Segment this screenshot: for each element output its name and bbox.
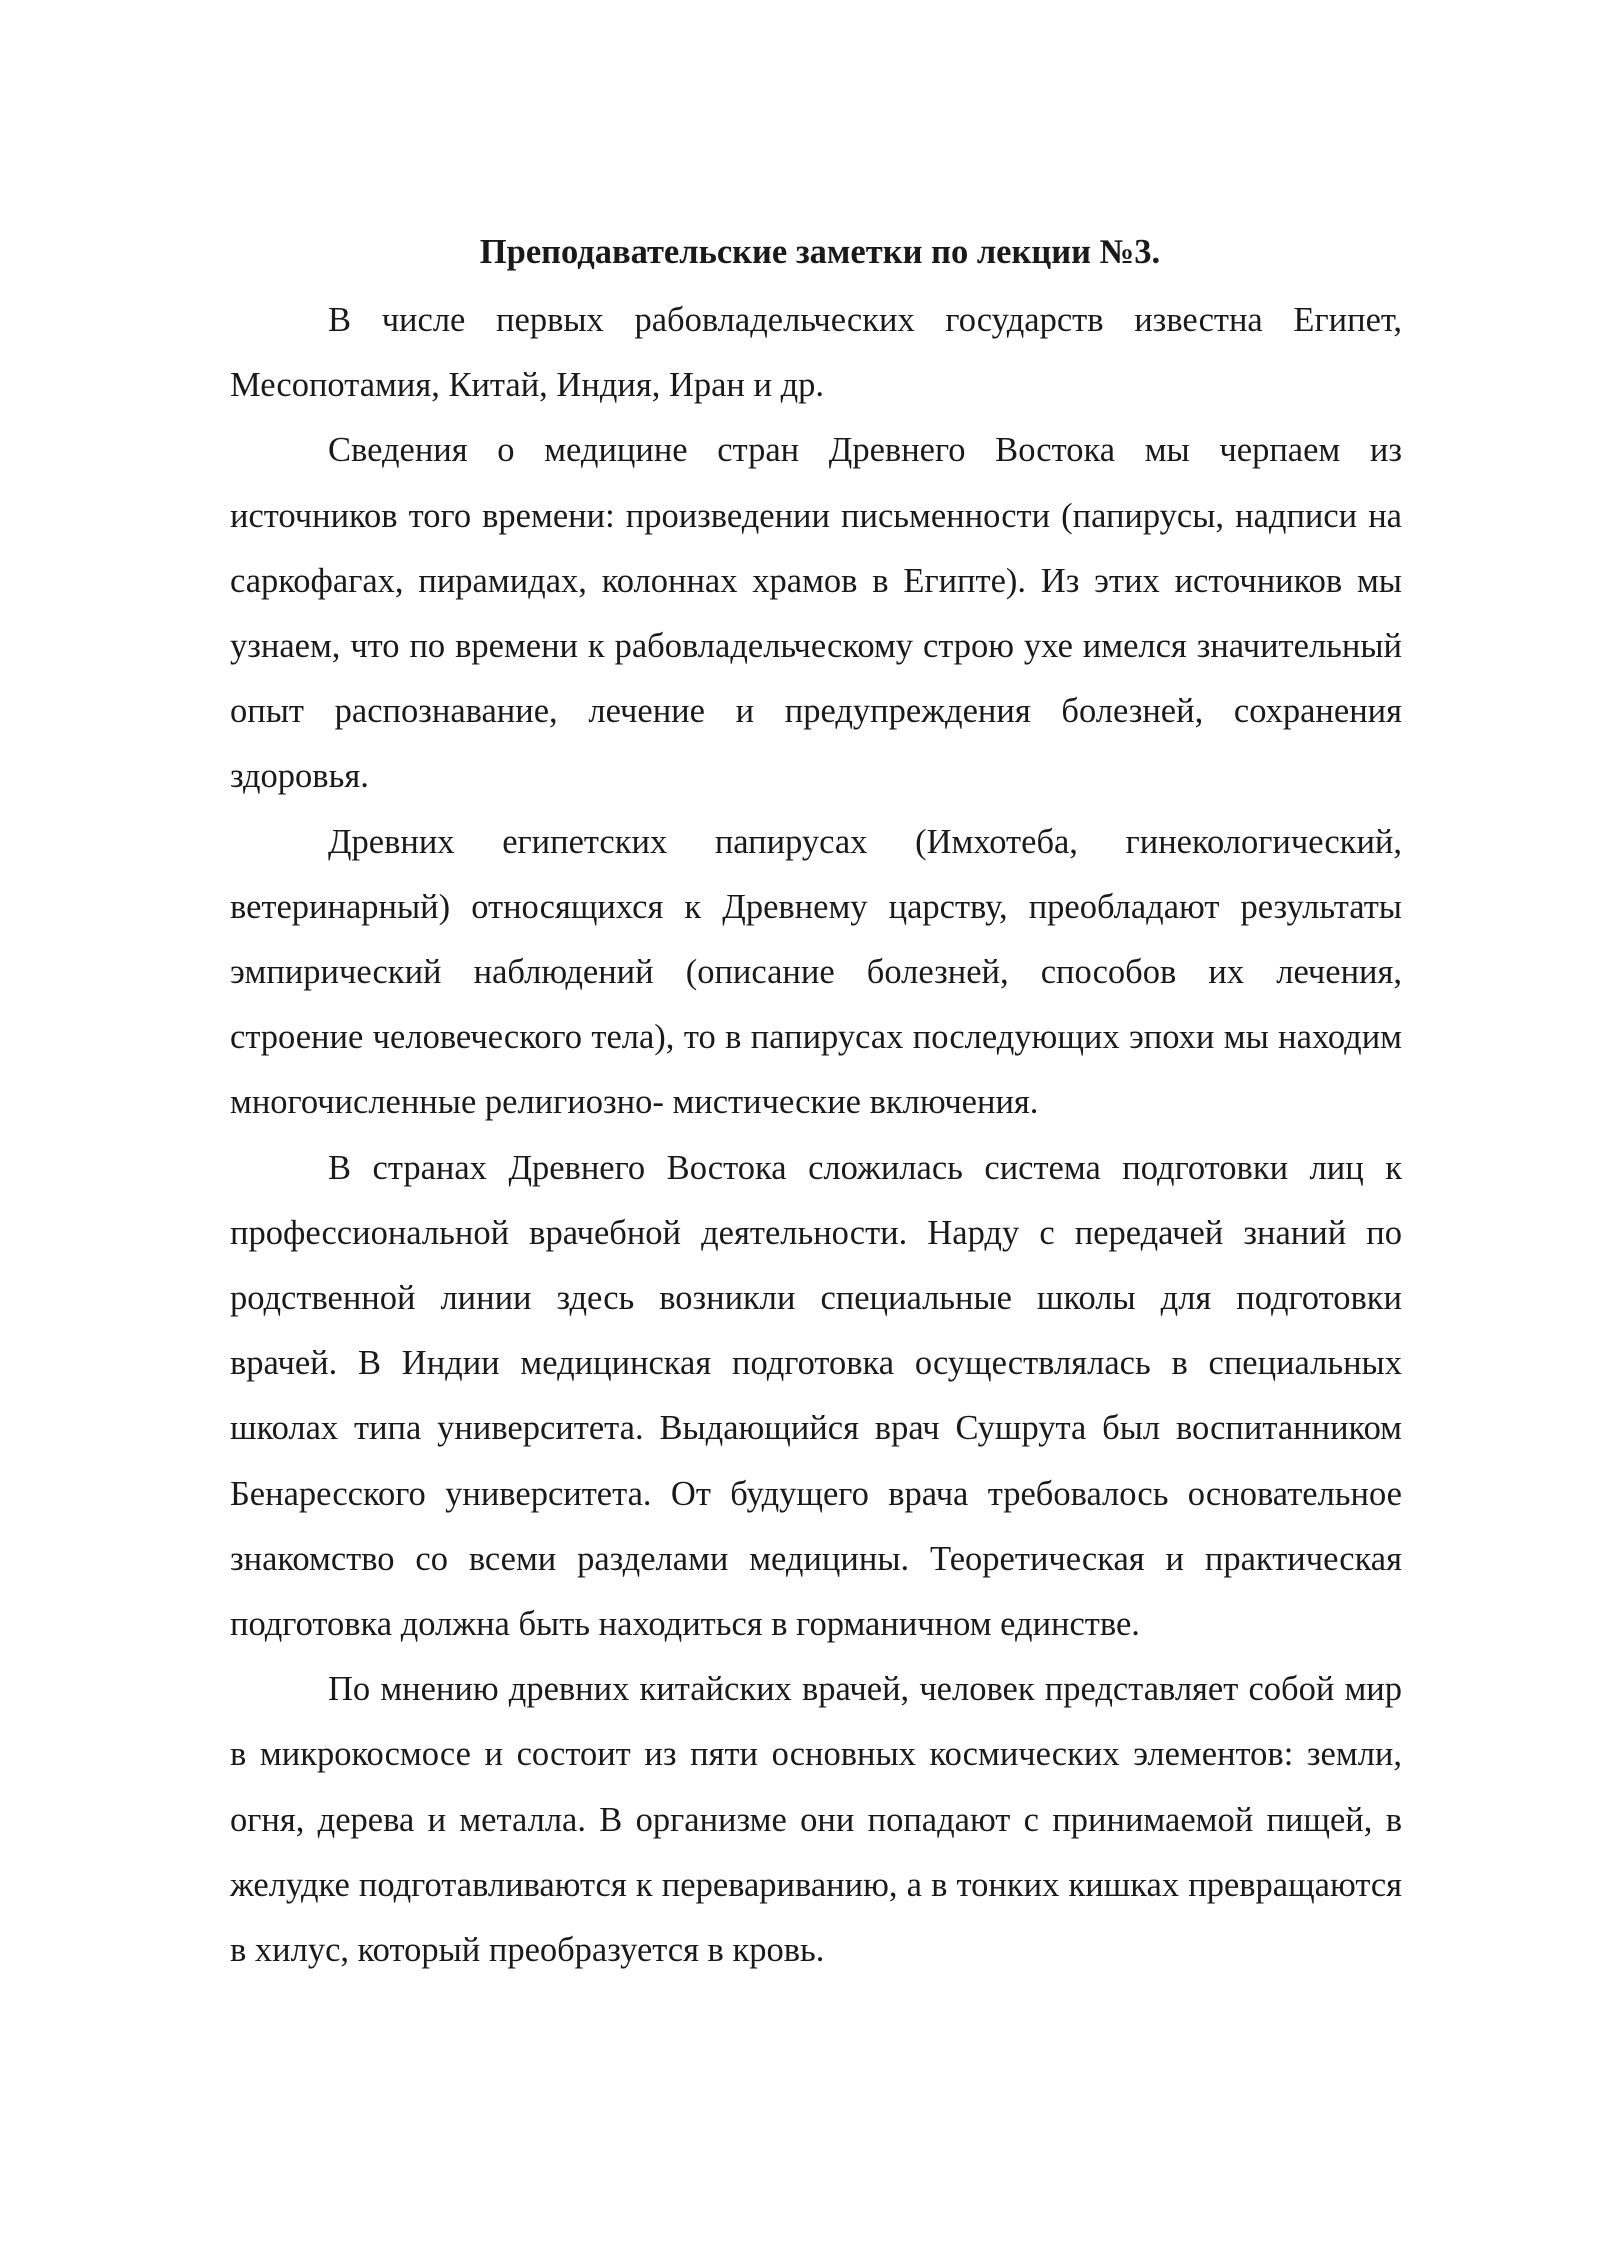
paragraph-sources: Сведения о медицине стран Древнего Востока мы черпаем из источников того времени: произведении письменности (папирусы, надписи на саркофагах, пирамидах, колоннах храмов в Египте). Из этих источников мы узнаем, что по времени к рабовладельческому строю ухе имелся значительный опыт распознавание, лечение и предупреждения болезней, сохранения здоровья.	[230, 431, 1402, 796]
document-body	[230, 228, 1402, 1983]
document-title: Преподавательские заметки по лекции №3.	[479, 233, 1161, 271]
paragraph-states: В числе первых рабовладельческих государств известна Египет, Месопотамия, Китай, Индия, Иран и др.	[230, 301, 1402, 405]
paragraph-papyri: Древних египетских папирусах (Имхотеба, гинекологический, ветеринарный) относящихся к Древнему царству, преобладают результаты эмпирический наблюдений (описание болезней, способов их лечения, строение человеческого тела), то в папирусах последующих эпохи мы находим многочисленные религиозно- мистические включения.	[230, 822, 1402, 1122]
paragraph-training: В странах Древнего Востока сложилась система подготовки лиц к профессиональной врачебной деятельности. Нарду с передачей знаний по родственной линии здесь возникли специальные школы для подготовки врачей. В Индии медицинская подготовка осуществлялась в специальных школах типа университета. Выдающийся врач Сушрута был воспитанником Бенаресского университета. От будущего врача требовалось основательное знакомство со всеми разделами медицины. Теоретическая и практическая подготовка должна быть находиться в горманичном единстве.	[230, 1148, 1402, 1644]
paragraph-chinese-medicine: По мнению древних китайских врачей, человек представляет собой мир в микрокосмосе и состоит из пяти основных космических элементов: земли, огня, дерева и металла. В организме они попадают с принимаемой пищей, в желудке подготавливаются к перевариванию, а в тонких кишках превращаются в хилус, который преобразуется в кровь.	[230, 1670, 1402, 1970]
